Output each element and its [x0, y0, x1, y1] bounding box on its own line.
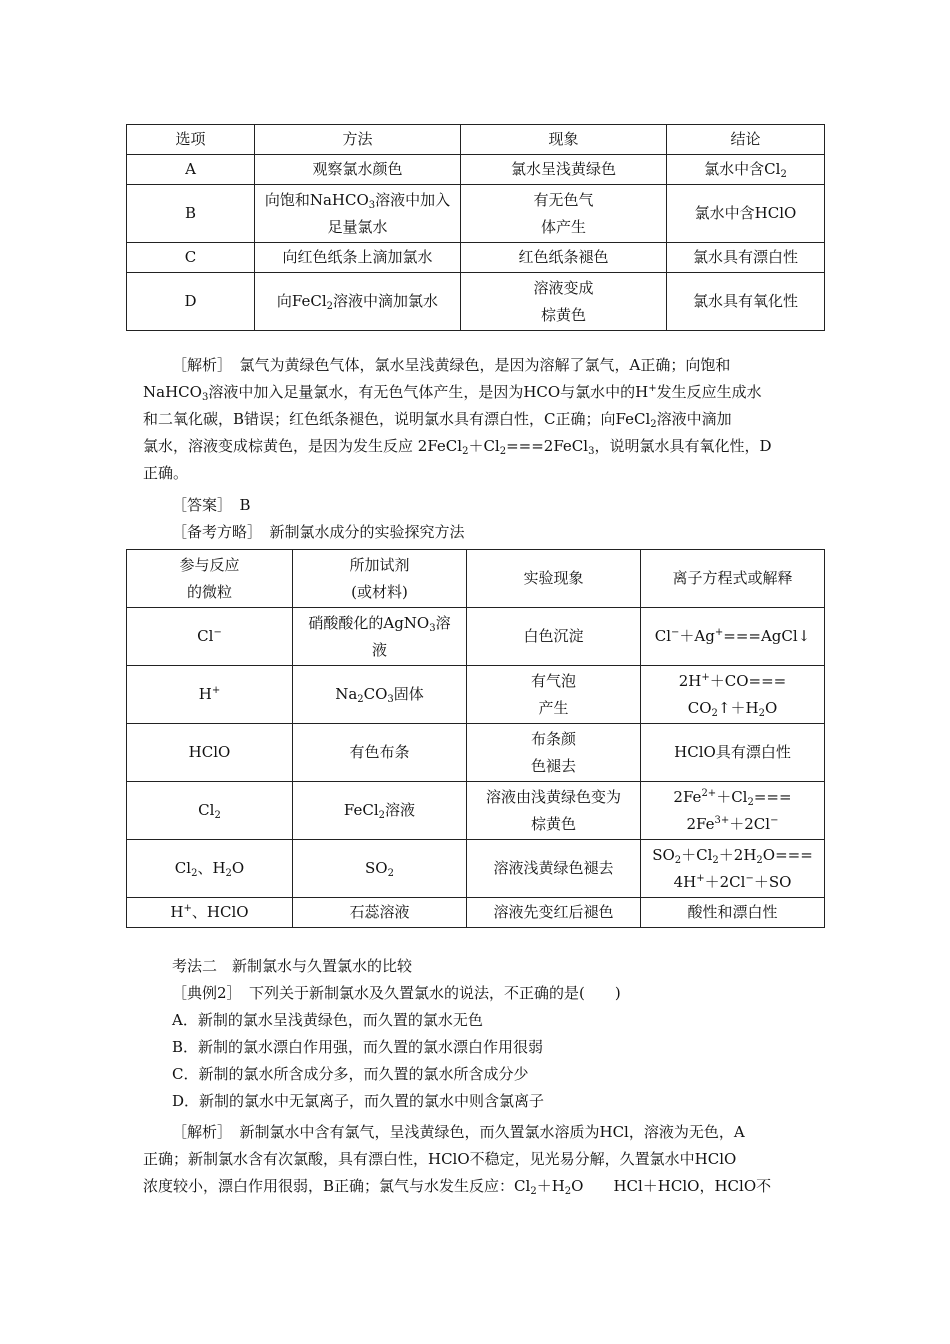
equation-cell: $SO_2+Cl_2+2H_2O===$ 4H+＋2Cl−＋SO	[641, 840, 825, 898]
header-cell: 现象	[461, 125, 667, 155]
option-cell: C	[127, 243, 255, 273]
header-cell: 实验现象	[467, 550, 641, 608]
equation-cell: Cl−＋Ag+===AgCl↓	[641, 608, 825, 666]
reagent-cell: 有色布条	[293, 724, 467, 782]
table-row	[127, 840, 825, 898]
analysis-line: 氯水，溶液变成棕黄色，是因为发生反应 $2FeCl_2+Cl_2===2FeCl_3$，说明氯水具有氧化性，D	[143, 437, 772, 457]
table-row	[127, 898, 825, 928]
table-header-row	[127, 550, 825, 608]
table-row	[127, 782, 825, 840]
particle-cell: HClO	[127, 724, 293, 782]
conclusion-cell: 氯水中含$Cl_2$	[667, 155, 825, 185]
phenomenon-cell: 溶液浅黄绿色褪去	[467, 840, 641, 898]
conclusion-cell: 氯水具有氧化性	[667, 273, 825, 331]
phenomenon-cell: 白色沉淀	[467, 608, 641, 666]
conclusion-cell: 氯水中含HClO	[667, 185, 825, 243]
option-c: C．新制的氯水所含成分多，而久置的氯水所含成分少	[172, 1065, 529, 1083]
reagent-cell: 石蕊溶液	[293, 898, 467, 928]
analysis-line: ［解析］ 氯气为黄绿色气体，氯水呈浅黄绿色，是因为溶解了氯气，A正确；向饱和	[172, 356, 731, 374]
option-cell: B	[127, 185, 255, 243]
phenomenon-cell: 有无色气 体产生	[461, 185, 667, 243]
equation-cell: HClO具有漂白性	[641, 724, 825, 782]
table-header-row	[127, 125, 825, 155]
reagent-cell: $Na_2CO_3$固体	[293, 666, 467, 724]
header-cell: 离子方程式或解释	[641, 550, 825, 608]
equation-cell: 酸性和漂白性	[641, 898, 825, 928]
particle-cell: $Cl_2$	[127, 782, 293, 840]
phenomenon-cell: 溶液由浅黄绿色变为 棕黄色	[467, 782, 641, 840]
table-row	[127, 608, 825, 666]
table-row	[127, 666, 825, 724]
table-row	[127, 724, 825, 782]
method-cell: 观察氯水颜色	[255, 155, 461, 185]
header-cell: 结论	[667, 125, 825, 155]
phenomenon-cell: 红色纸条褪色	[461, 243, 667, 273]
reagent-cell: FeCl$_2$溶液	[293, 782, 467, 840]
particle-cell: Cl−	[127, 608, 293, 666]
equation-cell: $2Fe^{2+}+Cl_2===$ $2Fe^{3+}+2Cl^-$	[641, 782, 825, 840]
analysis-line: 正确。	[143, 464, 189, 482]
answer-line: ［答案］ B	[172, 496, 251, 514]
particle-cell: H+、HClO	[127, 898, 293, 928]
options-table	[126, 124, 825, 331]
strategy-title: ［备考方略］ 新制氯水成分的实验探究方法	[172, 523, 465, 541]
option-cell: D	[127, 273, 255, 331]
method-cell: 向红色纸条上滴加氯水	[255, 243, 461, 273]
analysis-line: 和二氧化碳，B错误；红色纸条褪色，说明氯水具有漂白性，C正确；向FeCl$_2$溶液中滴加	[143, 410, 732, 430]
section-title: 考法二 新制氯水与久置氯水的比较	[172, 957, 413, 975]
analysis-line: 正确；新制氯水含有次氯酸，具有漂白性，HClO不稳定，见光易分解，久置氯水中HClO	[143, 1150, 737, 1168]
option-cell: A	[127, 155, 255, 185]
particle-cell: $Cl_2$、$H_2O$	[127, 840, 293, 898]
header-cell: 参与反应 的微粒	[127, 550, 293, 608]
phenomenon-cell: 溶液先变红后褪色	[467, 898, 641, 928]
equation-cell: 2H+＋CO=== $CO_2↑+H_2O$	[641, 666, 825, 724]
table-row	[127, 155, 825, 185]
chlorine-water-table	[126, 549, 825, 928]
analysis-line: 浓度较小，漂白作用很弱，B正确；氯气与水发生反应：$Cl_2+H_2O$ HCl＋HClO，HClO不	[143, 1177, 772, 1197]
table-row	[127, 273, 825, 331]
method-cell: 向FeCl$_2$溶液中滴加氯水	[255, 273, 461, 331]
conclusion-cell: 氯水具有漂白性	[667, 243, 825, 273]
phenomenon-cell: 布条颜 色褪去	[467, 724, 641, 782]
phenomenon-cell: 氯水呈浅黄绿色	[461, 155, 667, 185]
option-b: B．新制的氯水漂白作用强，而久置的氯水漂白作用很弱	[172, 1038, 544, 1056]
analysis-line: ［解析］ 新制氯水中含有氯气，呈浅黄绿色，而久置氯水溶质为HCl，溶液为无色，A	[172, 1123, 745, 1141]
analysis-line: NaHCO$_3$溶液中加入足量氯水，有无色气体产生，是因为HCO与氯水中的H+发生反应生成水	[143, 383, 762, 403]
table-row	[127, 185, 825, 243]
method-cell: 向饱和NaHCO$_3$溶液中加入 足量氯水	[255, 185, 461, 243]
reagent-cell: 硝酸酸化的AgNO$_3$溶 液	[293, 608, 467, 666]
table-row	[127, 243, 825, 273]
header-cell: 所加试剂 (或材料)	[293, 550, 467, 608]
example-question: ［典例2］ 下列关于新制氯水及久置氯水的说法，不正确的是( )	[172, 984, 621, 1002]
reagent-cell: $SO_2$	[293, 840, 467, 898]
header-cell: 选项	[127, 125, 255, 155]
particle-cell: H+	[127, 666, 293, 724]
phenomenon-cell: 溶液变成 棕黄色	[461, 273, 667, 331]
phenomenon-cell: 有气泡 产生	[467, 666, 641, 724]
option-a: A．新制的氯水呈浅黄绿色，而久置的氯水无色	[172, 1011, 483, 1029]
header-cell: 方法	[255, 125, 461, 155]
option-d: D．新制的氯水中无氯离子，而久置的氯水中则含氯离子	[172, 1092, 545, 1110]
